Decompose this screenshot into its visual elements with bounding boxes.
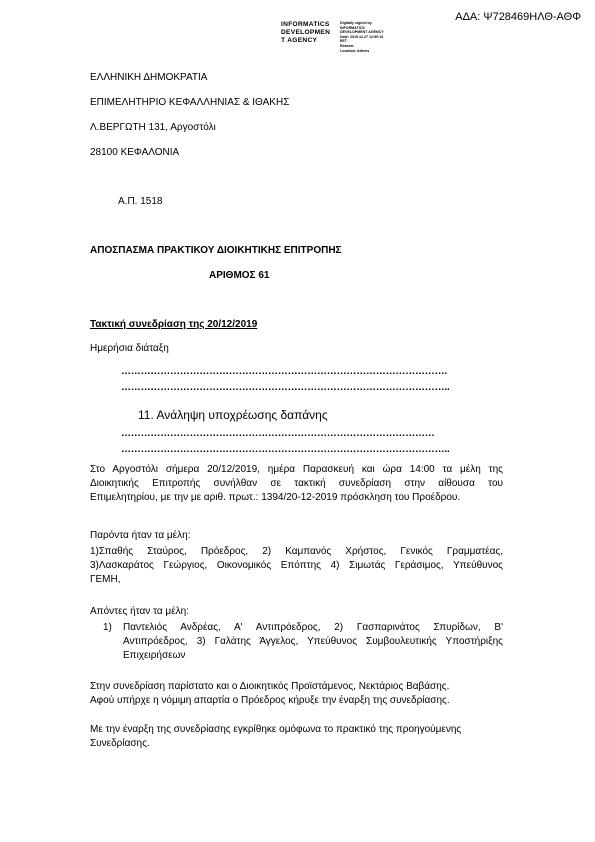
paragraph-line: Στο Αργοστόλι σήμερα 20/12/2019, ημέρα Παρασκευή και ώρα 14:00 τα μέλη της [90, 464, 503, 475]
paragraph-line: Συνεδρίασης. [90, 738, 150, 749]
paragraph-line: Επιμελητηρίου, με την με αριθ. πρωτ.: 1394/20-12-2019 πρόσκληση του Προέδρου. [90, 492, 461, 503]
signature-line: DEVELOPMENT AGENCY [340, 30, 384, 35]
logo-line: DEVELOPMEN [281, 29, 331, 36]
dotted-line: …………………………………………………………………………………… [121, 428, 435, 439]
ada-code: ΑΔΑ: Ψ728469ΗΛΘ-ΑΘΦ [455, 11, 581, 23]
signature-line: INFORMATICS [340, 25, 365, 30]
header-address: Λ.ΒΕΡΓΩΤΗ 131, Αργοστόλι [90, 122, 216, 133]
agenda-item: 11. Ανάληψη υποχρέωσης δαπάνης [138, 408, 328, 422]
protocol-number: Α.Π. 1518 [118, 196, 163, 207]
agency-logo-text [281, 21, 330, 45]
signature-line: Location: Athens [340, 48, 370, 53]
header-country: ΕΛΛΗΝΙΚΗ ΔΗΜΟΚΡΑΤΙΑ [90, 72, 208, 83]
paragraph-line: Αντιπρόεδρος, 3) Γαλάτης Άγγελος, Υπεύθυνος Συμβουλευτικής Υποστήριξης [123, 636, 503, 647]
decision-number: ΑΡΙΘΜΟΣ 61 [209, 270, 270, 281]
present-paragraph [90, 545, 503, 587]
signature-line: Digitally signed by [340, 21, 372, 25]
digital-signature-stamp [340, 21, 384, 53]
logo-line: T AGENCY [281, 37, 318, 44]
dotted-line: ……………………………………………………………………………………….. [121, 382, 450, 393]
logo-line: INFORMATICS [281, 21, 330, 28]
list-number: 1) [103, 622, 112, 633]
absent-list [90, 621, 503, 663]
paragraph-line: Αφού υπήρχε η νόμιμη απαρτία ο Πρόεδρος κήρυξε την έναρξη της συνεδρίασης. [90, 695, 450, 706]
list-item [90, 621, 503, 663]
session-heading: Τακτική συνεδρίαση της 20/12/2019 [90, 319, 258, 330]
agenda-label: Ημερήσια διάταξη [90, 343, 169, 354]
paragraph-line: Διοικητικής Επιτροπής συνήλθαν σε τακτική συνεδρίαση στην αίθουσα του [90, 478, 503, 489]
signature-line: Date: 2019.12.27 12:50:16 [340, 34, 384, 39]
paragraph-line: Στην συνεδρίαση παρίστατο και ο Διοικητικός Προϊστάμενος, Νεκτάριος Βαβάσης. [90, 681, 450, 692]
paragraph-line: 1)Σπαθής Σταύρος, Πρόεδρος, 2) Καμπανός Χρήστος, Γενικός Γραμματέας, [90, 546, 503, 557]
dotted-line: ………………………………………………………………………………………. [121, 366, 447, 377]
dotted-line: ……………………………………………………………………………………….. [121, 444, 450, 455]
document-title: ΑΠΟΣΠΑΣΜΑ ΠΡΑΚΤΙΚΟΥ ΔΙΟΙΚΗΤΙΚΗΣ ΕΠΙΤΡΟΠΗΣ [90, 245, 342, 256]
header-postal: 28100 ΚΕΦΑΛΟΝΙΑ [90, 147, 180, 158]
present-label: Παρόντα ήταν τα μέλη: [90, 530, 191, 541]
paragraph-line: Επιχειρήσεων [123, 650, 186, 661]
paragraph-line: ΓΕΜΗ, [90, 574, 121, 585]
intro-paragraph [90, 463, 503, 505]
attendance-paragraph [90, 680, 503, 708]
absent-label: Απόντες ήταν τα μέλη: [90, 606, 189, 617]
paragraph-line: Με την έναρξη της συνεδρίασης εγκρίθηκε ομόφωνα το πρακτικό της προηγούμενης [90, 724, 462, 735]
signature-line: EET [340, 39, 347, 44]
approval-paragraph [90, 723, 503, 751]
paragraph-line: 3)Λασκαράτος Γεώργιος, Οικονομικός Επόπτης 4) Σιμωτάς Γεράσιμος, Υπεύθυνος [90, 560, 503, 571]
paragraph-line: Παντελιός Ανδρέας, Α' Αντιπρόεδρος, 2) Γασπαρινάτος Σπυρίδων, Β' [123, 622, 503, 633]
header-chamber: ΕΠΙΜΕΛΗΤΗΡΙΟ ΚΕΦΑΛΛΗΝΙΑΣ & ΙΘΑΚΗΣ [90, 97, 290, 108]
signature-line: Reason: [340, 43, 355, 48]
